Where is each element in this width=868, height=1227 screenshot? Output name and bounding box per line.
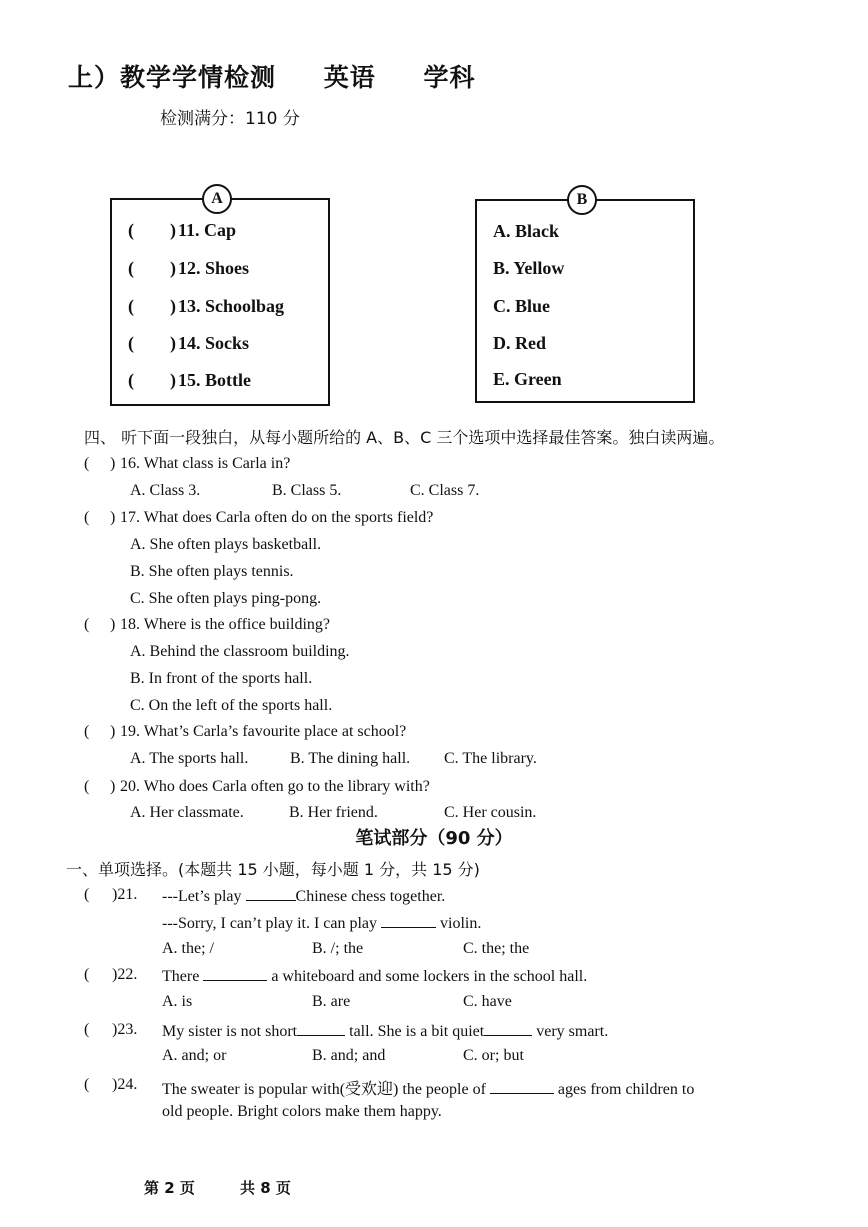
question-16-stem: 16. What class is Carla in? — [120, 455, 291, 472]
q19-option-c: C. The library. — [444, 750, 537, 767]
color-option-e: E. Green — [493, 369, 562, 389]
answer-bracket-close-16: ) — [110, 455, 116, 472]
question-21-line1 — [162, 886, 445, 906]
answer-paren-open[interactable]: ( — [128, 370, 134, 390]
q21-text-d: violin. — [440, 915, 482, 932]
page-title — [68, 58, 513, 94]
answer-paren-open[interactable]: ( — [128, 258, 134, 278]
answer-bracket-22[interactable]: ( — [84, 966, 90, 983]
question-22-number: )22. — [112, 966, 138, 983]
q24-text-a: The sweater is popular with(受欢迎) the people of — [162, 1081, 486, 1098]
answer-paren-open[interactable]: ( — [128, 220, 134, 240]
answer-bracket-close-20: ) — [110, 778, 116, 795]
written-part-title: 笔试部分（90 分） — [355, 828, 513, 849]
answer-paren-open[interactable]: ( — [128, 296, 134, 316]
answer-paren-close: ) — [170, 220, 176, 240]
q23-text-a: My sister is not short — [162, 1023, 298, 1040]
full-score-label: 检测满分：110 分 — [160, 109, 300, 129]
q22-option-b: B. are — [312, 993, 351, 1010]
color-option-a: A. Black — [493, 221, 560, 241]
q21-text-c: ---Sorry, I can’t play it. I can play — [162, 915, 378, 932]
match-item-text: 15. Bottle — [178, 370, 251, 390]
answer-bracket-19[interactable]: ( — [84, 723, 90, 740]
color-option-b: B. Yellow — [493, 258, 565, 278]
section-1-heading: 一、单项选择。(本题共 15 小题，每小题 1 分，共 15 分) — [66, 860, 480, 879]
q23-option-b: B. and; and — [312, 1047, 386, 1064]
answer-bracket-close-19: ) — [110, 723, 116, 740]
answer-bracket-24[interactable]: ( — [84, 1076, 90, 1093]
question-19-stem: 19. What’s Carla’s favourite place at school? — [120, 723, 407, 740]
q21-option-c: C. the; the — [463, 940, 530, 957]
q21-text-b: Chinese chess together. — [295, 888, 446, 905]
answer-paren-close: ) — [170, 370, 176, 390]
answer-paren-close: ) — [170, 296, 176, 316]
q22-text-a: There — [162, 968, 200, 985]
question-24-line1 — [162, 1076, 694, 1099]
q22-text-b: a whiteboard and some lockers in the school hall. — [271, 968, 588, 985]
q16-option-a: A. Class 3. — [130, 482, 201, 499]
answer-paren-open[interactable]: ( — [128, 333, 134, 353]
q23-blank-2[interactable] — [484, 1021, 532, 1036]
answer-bracket-16[interactable]: ( — [84, 455, 90, 472]
answer-bracket-20[interactable]: ( — [84, 778, 90, 795]
question-22-line — [162, 966, 587, 986]
q22-option-c: C. have — [463, 993, 512, 1010]
page-total: 共 8 页 — [240, 1179, 291, 1197]
q20-option-c: C. Her cousin. — [444, 804, 537, 821]
matching-box-b — [475, 191, 695, 403]
q20-option-b: B. Her friend. — [289, 804, 378, 821]
q23-blank-1[interactable] — [297, 1021, 345, 1036]
answer-paren-close: ) — [170, 333, 176, 353]
q21-option-b: B. /; the — [312, 940, 364, 957]
question-21-line2 — [162, 913, 481, 933]
question-17-stem: 17. What does Carla often do on the sports field? — [120, 509, 434, 526]
q18-option-a: A. Behind the classroom building. — [130, 643, 350, 660]
title-exam-name: 上）教学学情检测 — [68, 63, 277, 92]
page-number: 第 2 页 — [144, 1179, 195, 1197]
question-23-number: )23. — [112, 1021, 138, 1038]
color-option-d: D. Red — [493, 333, 546, 353]
q17-option-b: B. She often plays tennis. — [130, 563, 294, 580]
q16-option-c: C. Class 7. — [410, 482, 480, 499]
question-24-number: )24. — [112, 1076, 138, 1093]
q24-text-b: ages from children to — [557, 1081, 695, 1098]
question-20-stem: 20. Who does Carla often go to the library with? — [120, 778, 430, 795]
title-subject-suffix: 学科 — [423, 63, 476, 92]
q21-option-a: A. the; / — [162, 940, 214, 957]
question-23-line — [162, 1021, 608, 1041]
answer-bracket-close-18: ) — [110, 616, 116, 633]
match-item-text: 13. Schoolbag — [178, 296, 285, 316]
q22-blank[interactable] — [203, 966, 267, 981]
answer-bracket-17[interactable]: ( — [84, 509, 90, 526]
q16-option-b: B. Class 5. — [272, 482, 342, 499]
answer-paren-close: ) — [170, 258, 176, 278]
q18-option-c: C. On the left of the sports hall. — [130, 697, 333, 714]
q17-option-a: A. She often plays basketball. — [130, 536, 322, 553]
q21-blank-1[interactable] — [246, 886, 296, 901]
match-item-text: 12. Shoes — [178, 258, 250, 278]
answer-bracket-close-17: ) — [110, 509, 116, 526]
matching-box-a — [110, 190, 330, 406]
question-18-stem: 18. Where is the office building? — [120, 616, 331, 633]
match-item-text: 14. Socks — [178, 333, 250, 353]
q23-option-c: C. or; but — [463, 1047, 524, 1064]
q20-option-a: A. Her classmate. — [130, 804, 244, 821]
section-4-heading: 四、 听下面一段独白，从每小题所给的 A、B、C 三个选项中选择最佳答案。独白读两遍。 — [84, 428, 725, 447]
q24-blank[interactable] — [490, 1079, 554, 1094]
q19-option-b: B. The dining hall. — [290, 750, 411, 767]
q18-option-b: B. In front of the sports hall. — [130, 670, 313, 687]
question-24-line2: old people. Bright colors make them happy. — [162, 1103, 442, 1120]
q19-option-a: A. The sports hall. — [130, 750, 249, 767]
box-b-badge: B — [567, 185, 597, 215]
q23-text-b: tall. She is a bit quiet — [349, 1023, 485, 1040]
q22-option-a: A. is — [162, 993, 193, 1010]
color-option-c: C. Blue — [493, 296, 551, 316]
q17-option-c: C. She often plays ping-pong. — [130, 590, 322, 607]
q21-text-a: ---Let’s play — [162, 888, 242, 905]
title-subject: 英语 — [323, 63, 376, 92]
answer-bracket-23[interactable]: ( — [84, 1021, 90, 1038]
answer-bracket-21[interactable]: ( — [84, 886, 90, 903]
answer-bracket-18[interactable]: ( — [84, 616, 90, 633]
question-21-number: )21. — [112, 886, 138, 903]
q21-blank-2[interactable] — [381, 913, 436, 928]
match-item-text: 11. Cap — [178, 220, 237, 240]
box-a-badge: A — [202, 184, 232, 214]
q23-option-a: A. and; or — [162, 1047, 227, 1064]
q23-text-c: very smart. — [536, 1023, 609, 1040]
